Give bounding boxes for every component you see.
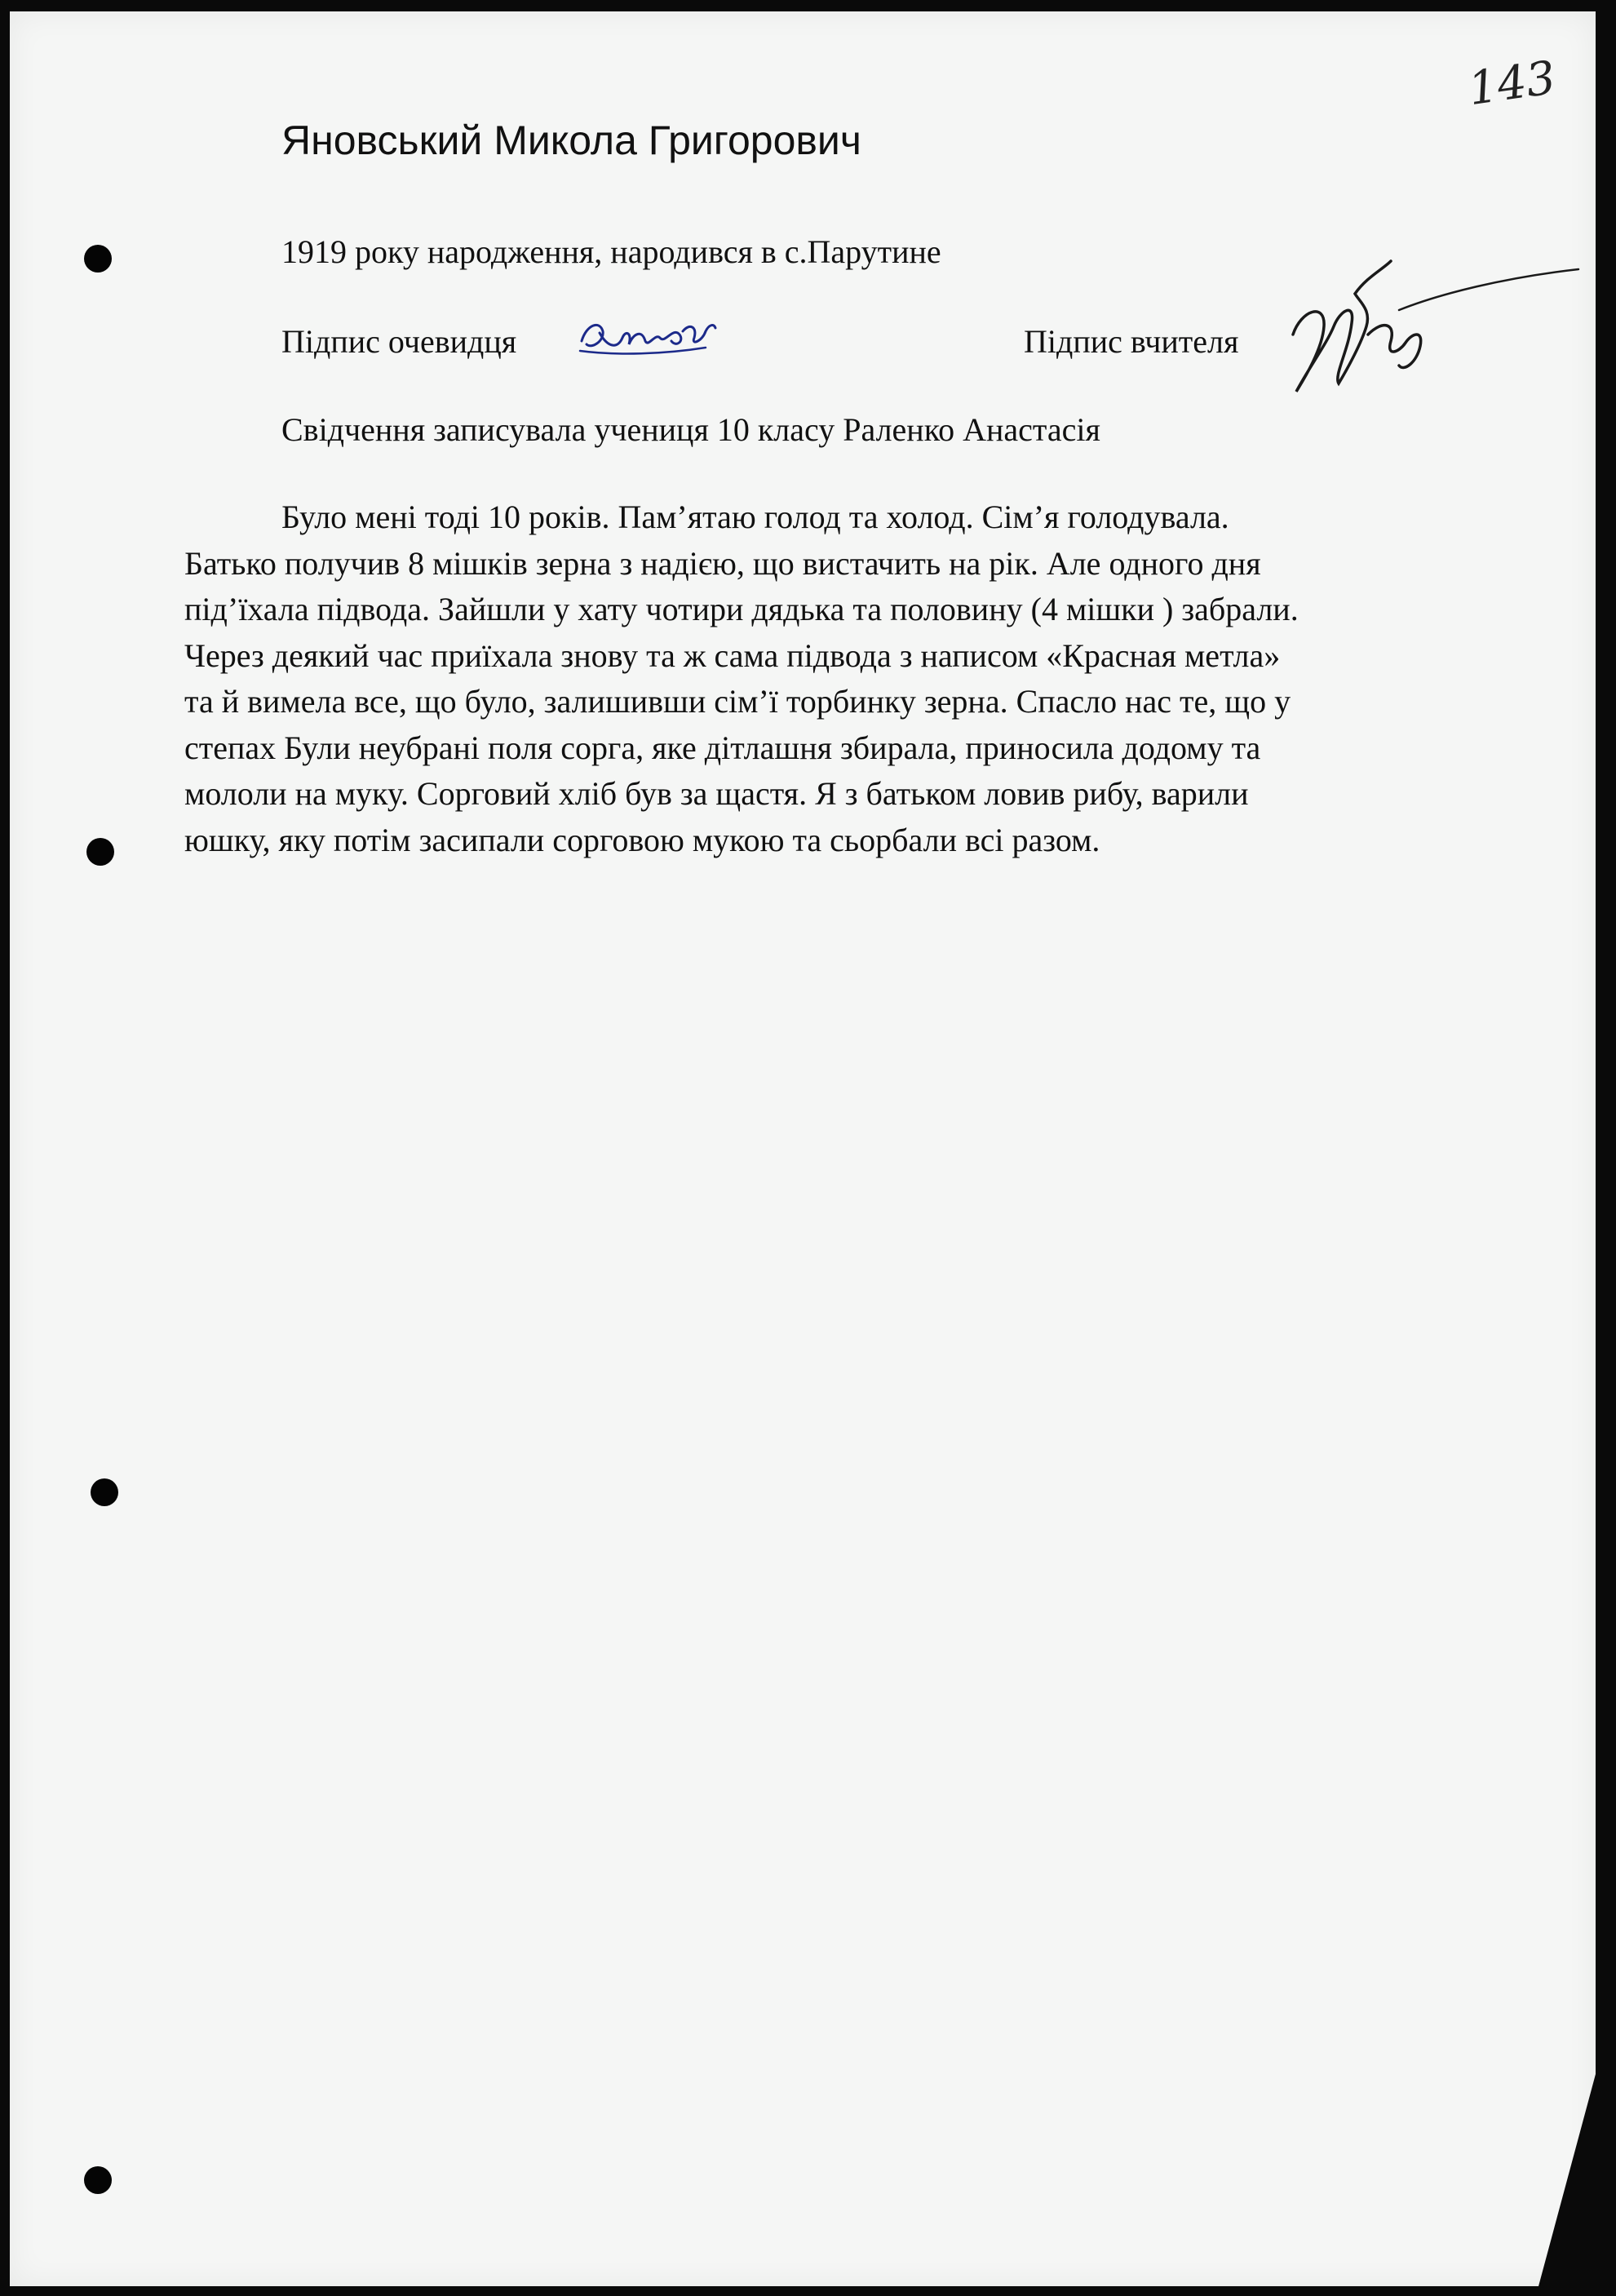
recorded-by: Свідчення записувала учениця 10 класу Раленко Анастасія [281, 411, 1100, 448]
testimony-line: під’їхала підвода. Зайшли у хату чотири дядька та половину (4 мішки ) забрали. [184, 591, 1299, 627]
page-title: Яновський Микола Григорович [281, 117, 861, 163]
teacher-signature-label: Підпис вчителя [1024, 323, 1239, 360]
testimony-line: Було мені тоді 10 років. Пам’ятаю голод та холод. Сім’я голодувала. [281, 499, 1229, 535]
witness-signature [575, 308, 722, 366]
punch-hole-icon [84, 2166, 112, 2194]
testimony-line: степах Були неубрані поля сорга, яке дітлашня збирала, приносила додому та [184, 729, 1261, 766]
testimony-line: юшку, яку потім засипали сорговою мукою та сьорбали всі разом. [184, 821, 1100, 858]
teacher-signature [1277, 245, 1587, 408]
punch-hole-icon [91, 1478, 118, 1506]
punch-hole-icon [84, 245, 112, 273]
witness-signature-label: Підпис очевидця [281, 323, 517, 360]
torn-corner [1539, 2074, 1596, 2286]
testimony-line: та й вимела все, що було, залишивши сім’ї торбинку зерна. Спасло нас те, що у [184, 683, 1291, 720]
testimony-body [184, 494, 1490, 863]
punch-hole-icon [86, 838, 114, 866]
testimony-line: мололи на муку. Сорговий хліб був за щастя. Я з батьком ловив рибу, варили [184, 775, 1249, 812]
page-number: 143 [1464, 51, 1559, 117]
birth-info: 1919 року народження, народився в с.Парутине [281, 233, 941, 270]
testimony-line: Через деякий час приїхала знову та ж сама підвода з написом «Красная метла» [184, 636, 1281, 674]
testimony-line: Батько получив 8 мішків зерна з надією, що вистачить на рік. Але одного дня [184, 544, 1261, 582]
